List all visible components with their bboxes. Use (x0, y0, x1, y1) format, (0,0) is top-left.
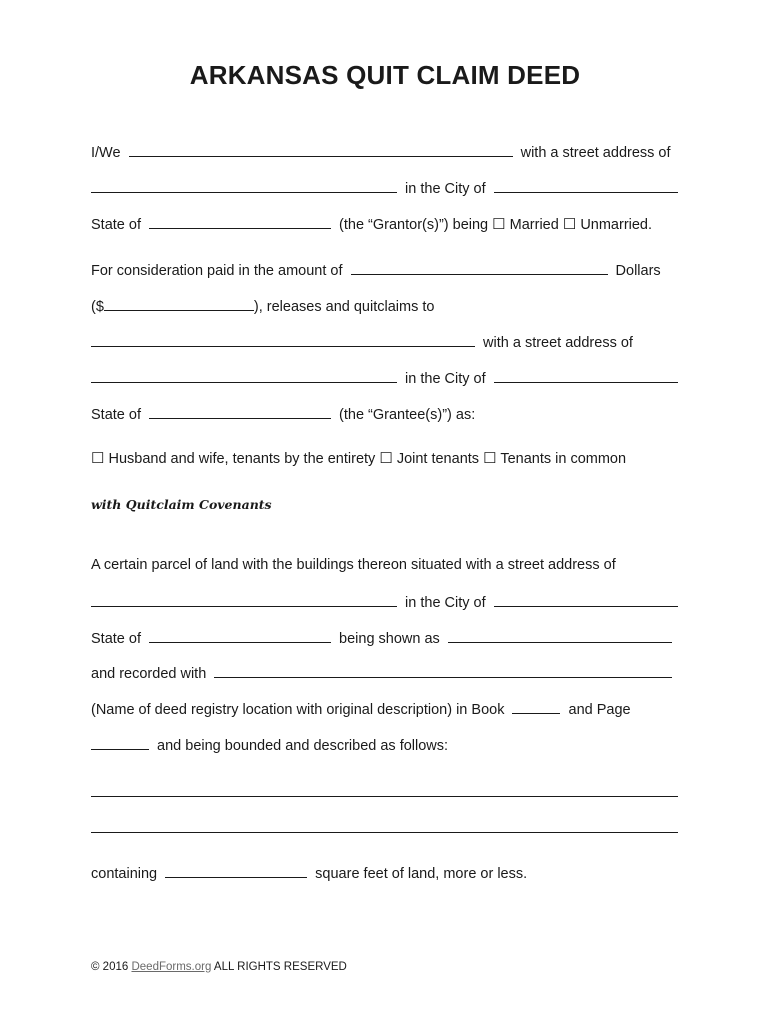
parcel-street-field[interactable] (91, 591, 397, 607)
grantor-label: (the “Grantor(s)”) being (339, 217, 489, 233)
recorded-with-field[interactable] (214, 662, 672, 678)
parcel-line-5 (91, 698, 631, 720)
grantee-city-field[interactable] (494, 367, 678, 383)
copyright-text: © 2016 (91, 961, 129, 973)
page-field[interactable] (91, 734, 149, 750)
description-line-2[interactable] (91, 832, 678, 833)
parcel-line-4 (91, 662, 676, 684)
grantor-city-label: in the City of (405, 181, 486, 197)
parcel-line-6 (91, 734, 448, 756)
parcel-state-field[interactable] (149, 627, 331, 643)
document-title: ARKANSAS QUIT CLAIM DEED (189, 60, 581, 90)
and-page-label: and Page (568, 702, 631, 718)
unmarried-label: Unmarried. (580, 217, 653, 233)
husband-wife-checkbox[interactable]: ☐ (91, 450, 105, 467)
being-shown-field[interactable] (448, 627, 672, 643)
parcel-city-field[interactable] (494, 591, 678, 607)
grantor-name-field[interactable] (129, 141, 513, 157)
consideration-amount-field[interactable] (104, 295, 254, 311)
rights-text: ALL RIGHTS RESERVED (213, 961, 347, 973)
recorded-with-label: and recorded with (91, 666, 207, 682)
grantor-street-field[interactable] (91, 177, 397, 193)
tenancy-line (91, 449, 626, 469)
tenants-common-label: Tenants in common (500, 451, 627, 467)
bounded-label: and being bounded and described as follows: (157, 738, 449, 754)
consideration-line-2 (91, 295, 434, 317)
containing-label: containing (91, 866, 158, 882)
parcel-city-label: in the City of (405, 595, 486, 611)
registry-note: (Name of deed registry location with original description) in Book (91, 702, 505, 718)
deedforms-link[interactable]: DeedForms.org (131, 961, 212, 973)
grantee-state-field[interactable] (149, 403, 331, 419)
grantor-state-field[interactable] (149, 213, 331, 229)
married-checkbox[interactable]: ☐ (492, 216, 506, 233)
grantee-label: (the “Grantee(s)”) as: (339, 407, 476, 423)
footer (91, 961, 347, 973)
grantee-line-2 (91, 367, 682, 389)
joint-tenants-checkbox[interactable]: ☐ (379, 450, 393, 467)
dollars-label: Dollars (615, 263, 661, 279)
parcel-line-2 (91, 591, 682, 613)
husband-wife-label: Husband and wife, tenants by the entirety (108, 451, 376, 467)
grantee-line-1 (91, 331, 633, 353)
releases-label: ), releases and quitclaims to (253, 299, 435, 315)
square-feet-field[interactable] (165, 862, 307, 878)
consideration-line-1 (91, 259, 661, 281)
parcel-state-label: State of (91, 631, 141, 647)
grantee-city-label: in the City of (405, 371, 486, 387)
grantor-line-1 (91, 141, 671, 163)
square-feet-label: square feet of land, more or less. (315, 866, 528, 882)
grantee-state-label: State of (91, 407, 141, 423)
consideration-label: For consideration paid in the amount of (91, 263, 343, 279)
containing-line (91, 862, 527, 884)
covenants-heading: with Quitclaim Covenants (91, 497, 272, 512)
book-field[interactable] (512, 698, 560, 714)
grantee-street-field[interactable] (91, 367, 397, 383)
consideration-words-field[interactable] (351, 259, 608, 275)
grantee-street-label: with a street address of (483, 335, 633, 351)
grantee-line-3 (91, 403, 475, 425)
grantor-line-3 (91, 213, 652, 235)
joint-tenants-label: Joint tenants (396, 451, 480, 467)
grantor-state-label: State of (91, 217, 141, 233)
grantor-city-field[interactable] (494, 177, 678, 193)
grantor-line-2 (91, 177, 682, 199)
description-line-1[interactable] (91, 796, 678, 797)
dollar-sign-label: ($ (91, 299, 104, 315)
grantor-street-label: with a street address of (520, 145, 671, 161)
married-label: Married (509, 217, 559, 233)
being-shown-label: being shown as (339, 631, 440, 647)
tenants-common-checkbox[interactable]: ☐ (483, 450, 497, 467)
unmarried-checkbox[interactable]: ☐ (562, 216, 577, 233)
grantor-intro: I/We (91, 145, 121, 161)
parcel-line-3 (91, 627, 676, 649)
parcel-intro: A certain parcel of land with the buildings thereon situated with a street address of (91, 557, 616, 573)
grantee-name-field[interactable] (91, 331, 475, 347)
